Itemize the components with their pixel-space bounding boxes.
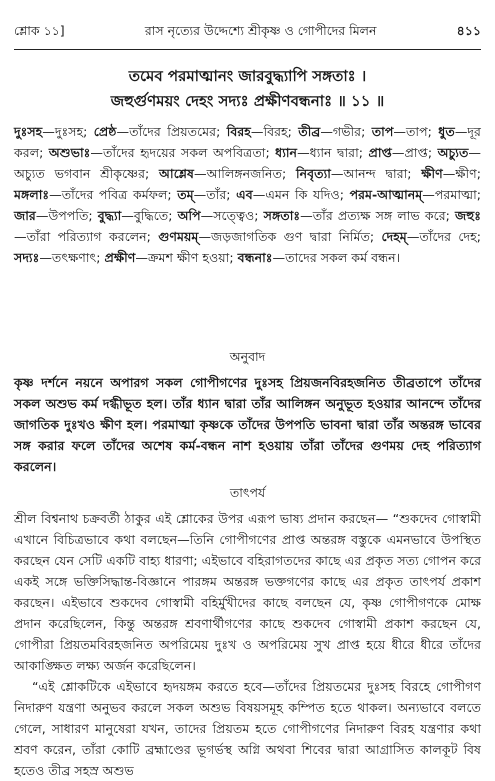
synonym-meaning: গভীর;	[332, 124, 366, 139]
synonym-entry	[105, 250, 234, 265]
synonym-meaning: ক্রমশ ক্ষীণ হওয়া;	[147, 250, 234, 265]
synonym-dash: —	[393, 124, 406, 139]
synonym-dash: —	[468, 145, 481, 160]
synonym-term: ক্ষীণ	[421, 166, 443, 181]
synonym-term: দেহম্	[381, 229, 407, 244]
synonym-dash: —	[252, 187, 266, 202]
running-header	[14, 20, 481, 46]
synonym-term: অশুভাঃ	[48, 145, 91, 160]
synonym-dash: —	[442, 166, 456, 181]
synonym-entry	[298, 124, 365, 139]
synonym-entry	[158, 229, 374, 244]
synonym-term: জহুঃ	[454, 208, 481, 223]
synonym-term: বন্ধনাঃ	[237, 250, 273, 265]
synonym-term: তাপ	[371, 124, 394, 139]
synonym-entry	[381, 229, 481, 244]
synonym-meaning: আলিঙ্গনজনিত;	[206, 166, 287, 181]
header-chapter-title: রাস নৃত্যের উদ্দেশ্যে শ্রীকৃষ্ণ ও গোপীদের মিলন	[144, 23, 377, 38]
synonym-meaning: তাঁদের পবিত্র কর্মফল;	[61, 187, 172, 202]
header-verse-ref: শ্লোক ১১]	[14, 23, 65, 38]
synonym-meaning: আনন্দ দ্বারা;	[343, 166, 412, 181]
synonym-meaning: এমন কি যদিও;	[265, 187, 344, 202]
synonym-entry	[14, 124, 87, 139]
synonym-term: তীব্র	[298, 124, 321, 139]
synonym-entry	[296, 166, 412, 181]
synonym-dash: —	[193, 187, 207, 202]
synonym-meaning: দুঃসহ;	[54, 124, 88, 139]
header-divider	[14, 49, 481, 50]
synonym-meaning: ধ্যান দ্বারা;	[309, 145, 363, 160]
synonym-meaning: সত্ত্বেও;	[213, 208, 259, 223]
synonym-dash: —	[116, 124, 130, 139]
synonym-dash: —	[39, 250, 52, 265]
synonym-term: প্রাপ্ত	[368, 145, 392, 160]
synonym-dash: —	[300, 208, 313, 223]
synonym-entry	[178, 208, 259, 223]
synonym-term: বিরহ	[226, 124, 251, 139]
synonym-meaning: বুদ্ধিতে;	[133, 208, 173, 223]
synonym-meaning: তাঁরা পরিত্যাগ করলেন;	[26, 229, 151, 244]
synonym-dash: —	[200, 208, 214, 223]
synonym-term: সঙ্গতাঃ	[263, 208, 301, 223]
synonym-meaning: তৎক্ষণাৎ;	[51, 250, 101, 265]
synonym-dash: —	[90, 145, 103, 160]
synonym-entry	[238, 250, 401, 265]
synonym-meaning: তাঁর প্রত্যক্ষ সঙ্গ লাভ করে;	[312, 208, 450, 223]
purport-heading: তাৎপর্য	[229, 485, 266, 500]
synonym-term: ধ্যান	[275, 145, 298, 160]
translation-text: কৃষ্ণ দর্শনে নয়নে অপারগ সকল গোপীগণের দুঃসহ প্রিয়জনবিরহজনিত তীব্রতাপে তাঁদের সকল অশুভ কর্ম দগ্ধীভূত হল। তাঁর ধ্যান দ্বারা তাঁর আলিঙ্গন অনুভূত হওয়ার আনন্দে তাঁদের জাগতিক দুঃখও ক্ষীণ হল। পরমাত্মা কৃষ্ণকে তাঁদের উপপতি ভাবনা দ্বারা তাঁর অন্তরঙ্গ ভাবের সঙ্গ করার ফলে তাঁদের অশেষ কর্ম-বন্ধন নাশ হওয়ায় তাঁরা তাঁদের গুণময় দেহ পরিত্যাগ করলেন।	[14, 375, 481, 474]
synonym-meaning: ক্ষীণ;	[455, 166, 481, 181]
synonym-term: অচ্যুত	[437, 145, 469, 160]
synonym-dash: —	[193, 166, 207, 181]
purport-paragraph-1: শ্রীল বিশ্বনাথ চক্রবর্তী ঠাকুর এই শ্লোকের উপর এরূপ ভাষ্য প্রদান করছেন— “শুকদেব গোস্বামী এখানে বিচিত্রভাবে কথা বলছেন—তিনি গোপীগণের প্রাপ্ত অন্তরঙ্গ বস্তুকে এমনভাবে উপস্থিত করছেন যেন সেটি একটি বাহ্য ধারণা; এইভাবে বহিরাগতদের কাছে এর প্রকৃত সত্য গোপন করে একই সঙ্গে ভক্তিসিদ্ধান্ত-বিজ্ঞানে পারঙ্গম অন্তরঙ্গ ভক্তগণের কাছে এর প্রকৃত তাৎপর্য প্রকাশ করছেন। এইভাবে শুকদেব গোস্বামী বহির্মুখীদের কাছে বলছেন যে, কৃষ্ণ গোপীগণকে মোক্ষ প্রদান করেছিলেন, কিন্তু অন্তরঙ্গ শ্রবণার্থীগণের কাছে শুকদেব গোস্বামী প্রকাশ করছেন যে, গোপীরা প্রিয়তমবিরহজনিত অপরিমেয় দুঃখ ও অপরিমেয় সুখ প্রাপ্ত হয়ে ধীরে ধীরে তাঁদের আকাঙ্ক্ষিত লক্ষ্য অর্জন করেছিলেন।	[14, 511, 481, 673]
synonym-entry	[14, 208, 93, 223]
synonym-term: গুণময়ম্	[158, 229, 199, 244]
synonym-entry	[227, 124, 292, 139]
synonym-dash: —	[49, 187, 62, 202]
synonym-dash: —	[422, 187, 435, 202]
synonym-dash: —	[406, 229, 420, 244]
synonym-entry	[236, 187, 344, 202]
synonym-term: নিবৃত্যা	[295, 166, 331, 181]
synonym-entry	[159, 166, 286, 181]
synonym-dash: —	[35, 208, 49, 223]
synonym-dash: —	[121, 208, 134, 223]
verse-line-1: তমেব পরমাত্মানং জারবুদ্ধ্যাপি সঙ্গতাঃ ।	[128, 67, 367, 85]
purport-text	[14, 508, 481, 781]
synonym-dash: —	[330, 166, 344, 181]
page-number: ৪১১	[456, 23, 481, 38]
synonym-meaning: তাঁদের দেহ;	[419, 229, 482, 244]
synonym-entry	[350, 187, 481, 202]
synonym-term: অপি	[177, 208, 201, 223]
synonym-meaning: তাঁর;	[206, 187, 231, 202]
synonym-meaning: উপপতি;	[48, 208, 93, 223]
synonym-entry	[275, 145, 363, 160]
translation-heading: অনুবাদ	[229, 349, 266, 364]
synonym-meaning: তাদের সকল কর্ম বন্ধন।	[285, 250, 401, 265]
synonym-term: তম্	[177, 187, 194, 202]
synonym-dash: —	[454, 124, 468, 139]
synonym-dash: —	[42, 124, 55, 139]
synonym-term: বুদ্ধ্যা	[97, 208, 122, 223]
synonym-entry	[14, 187, 172, 202]
synonym-meaning: তাঁদের হৃদয়ের সকল অপবিত্রতা;	[102, 145, 270, 160]
synonym-term: প্রক্ষীণ	[104, 250, 136, 265]
purport-paragraph-2: “এই শ্লোকটিকে এইভাবে হৃদয়ঙ্গম করতে হবে—তাঁদের প্রিয়তমের দুঃসহ বিরহে গোপীগণ নিদারুণ যন্ত্রণা অনুভব করলে সকল অশুভ বিষয়সমূহ কম্পিত হতে থাকল। অন্যভাবে বলতে গেলে, সাধারণ মানুষেরা যখন, তাদের প্রিয়তম হতে গোপীগণের নিদারুণ বিরহ যন্ত্রণার কথা শ্রবণ করেন, তাঁরা কোটি ব্রহ্মাণ্ডের ভূগর্ভস্থ অগ্নি অথবা শিবের দ্বারা আগ্রাসিত কালকূট বিষ হতেও তীব্র সহস্র অশুভ	[14, 679, 481, 778]
sanskrit-verse	[0, 64, 495, 114]
synonym-term: দুঃসহ	[14, 124, 43, 139]
synonym-entry	[264, 208, 450, 223]
synonym-entry	[368, 145, 432, 160]
synonym-dash: —	[297, 145, 310, 160]
synonym-dash: —	[135, 250, 148, 265]
word-for-word-synonyms	[14, 121, 481, 268]
synonym-dash: —	[391, 145, 405, 160]
synonym-term: পরম-আত্মানম্	[349, 187, 423, 202]
synonym-entry	[14, 250, 101, 265]
synonym-term: আশ্লেষ	[159, 166, 194, 181]
synonym-meaning: প্রাপ্ত;	[404, 145, 433, 160]
synonym-entry	[177, 187, 230, 202]
synonym-term: জার	[14, 208, 36, 223]
synonym-term: প্রেষ্ঠ	[93, 124, 117, 139]
synonym-meaning: পরমাত্মা;	[434, 187, 482, 202]
synonym-entry	[98, 208, 173, 223]
synonym-term: ধুত	[438, 124, 455, 139]
synonym-meaning: জড়জাগতিক গুণ দ্বারা নির্মিত;	[211, 229, 375, 244]
synonym-meaning: বিরহ;	[263, 124, 292, 139]
synonym-dash: —	[250, 124, 264, 139]
synonym-dash: —	[14, 229, 27, 244]
synonym-meaning: তাপ;	[405, 124, 432, 139]
synonym-entry	[94, 124, 221, 139]
synonym-term: এব	[236, 187, 253, 202]
synonym-dash: —	[198, 229, 212, 244]
verse-line-2: জহুর্গুণময়ং দেহং সদ্যঃ প্রক্ষীণবন্ধনাঃ ॥ ১১ ॥	[110, 92, 385, 110]
synonym-meaning: তাঁদের প্রিয়তমের;	[129, 124, 221, 139]
synonym-entry	[49, 145, 270, 160]
synonym-dash: —	[320, 124, 333, 139]
synonym-meaning: অচ্যুত ভগবান শ্রীকৃষ্ণের;	[14, 166, 150, 181]
synonym-entry	[421, 166, 481, 181]
synonym-entry	[372, 124, 432, 139]
synonym-dash: —	[272, 250, 286, 265]
synonym-term: মঙ্গলাঃ	[14, 187, 50, 202]
synonym-meaning: দূর করল;	[14, 124, 481, 160]
synonym-term: সদ্যঃ	[14, 250, 40, 265]
